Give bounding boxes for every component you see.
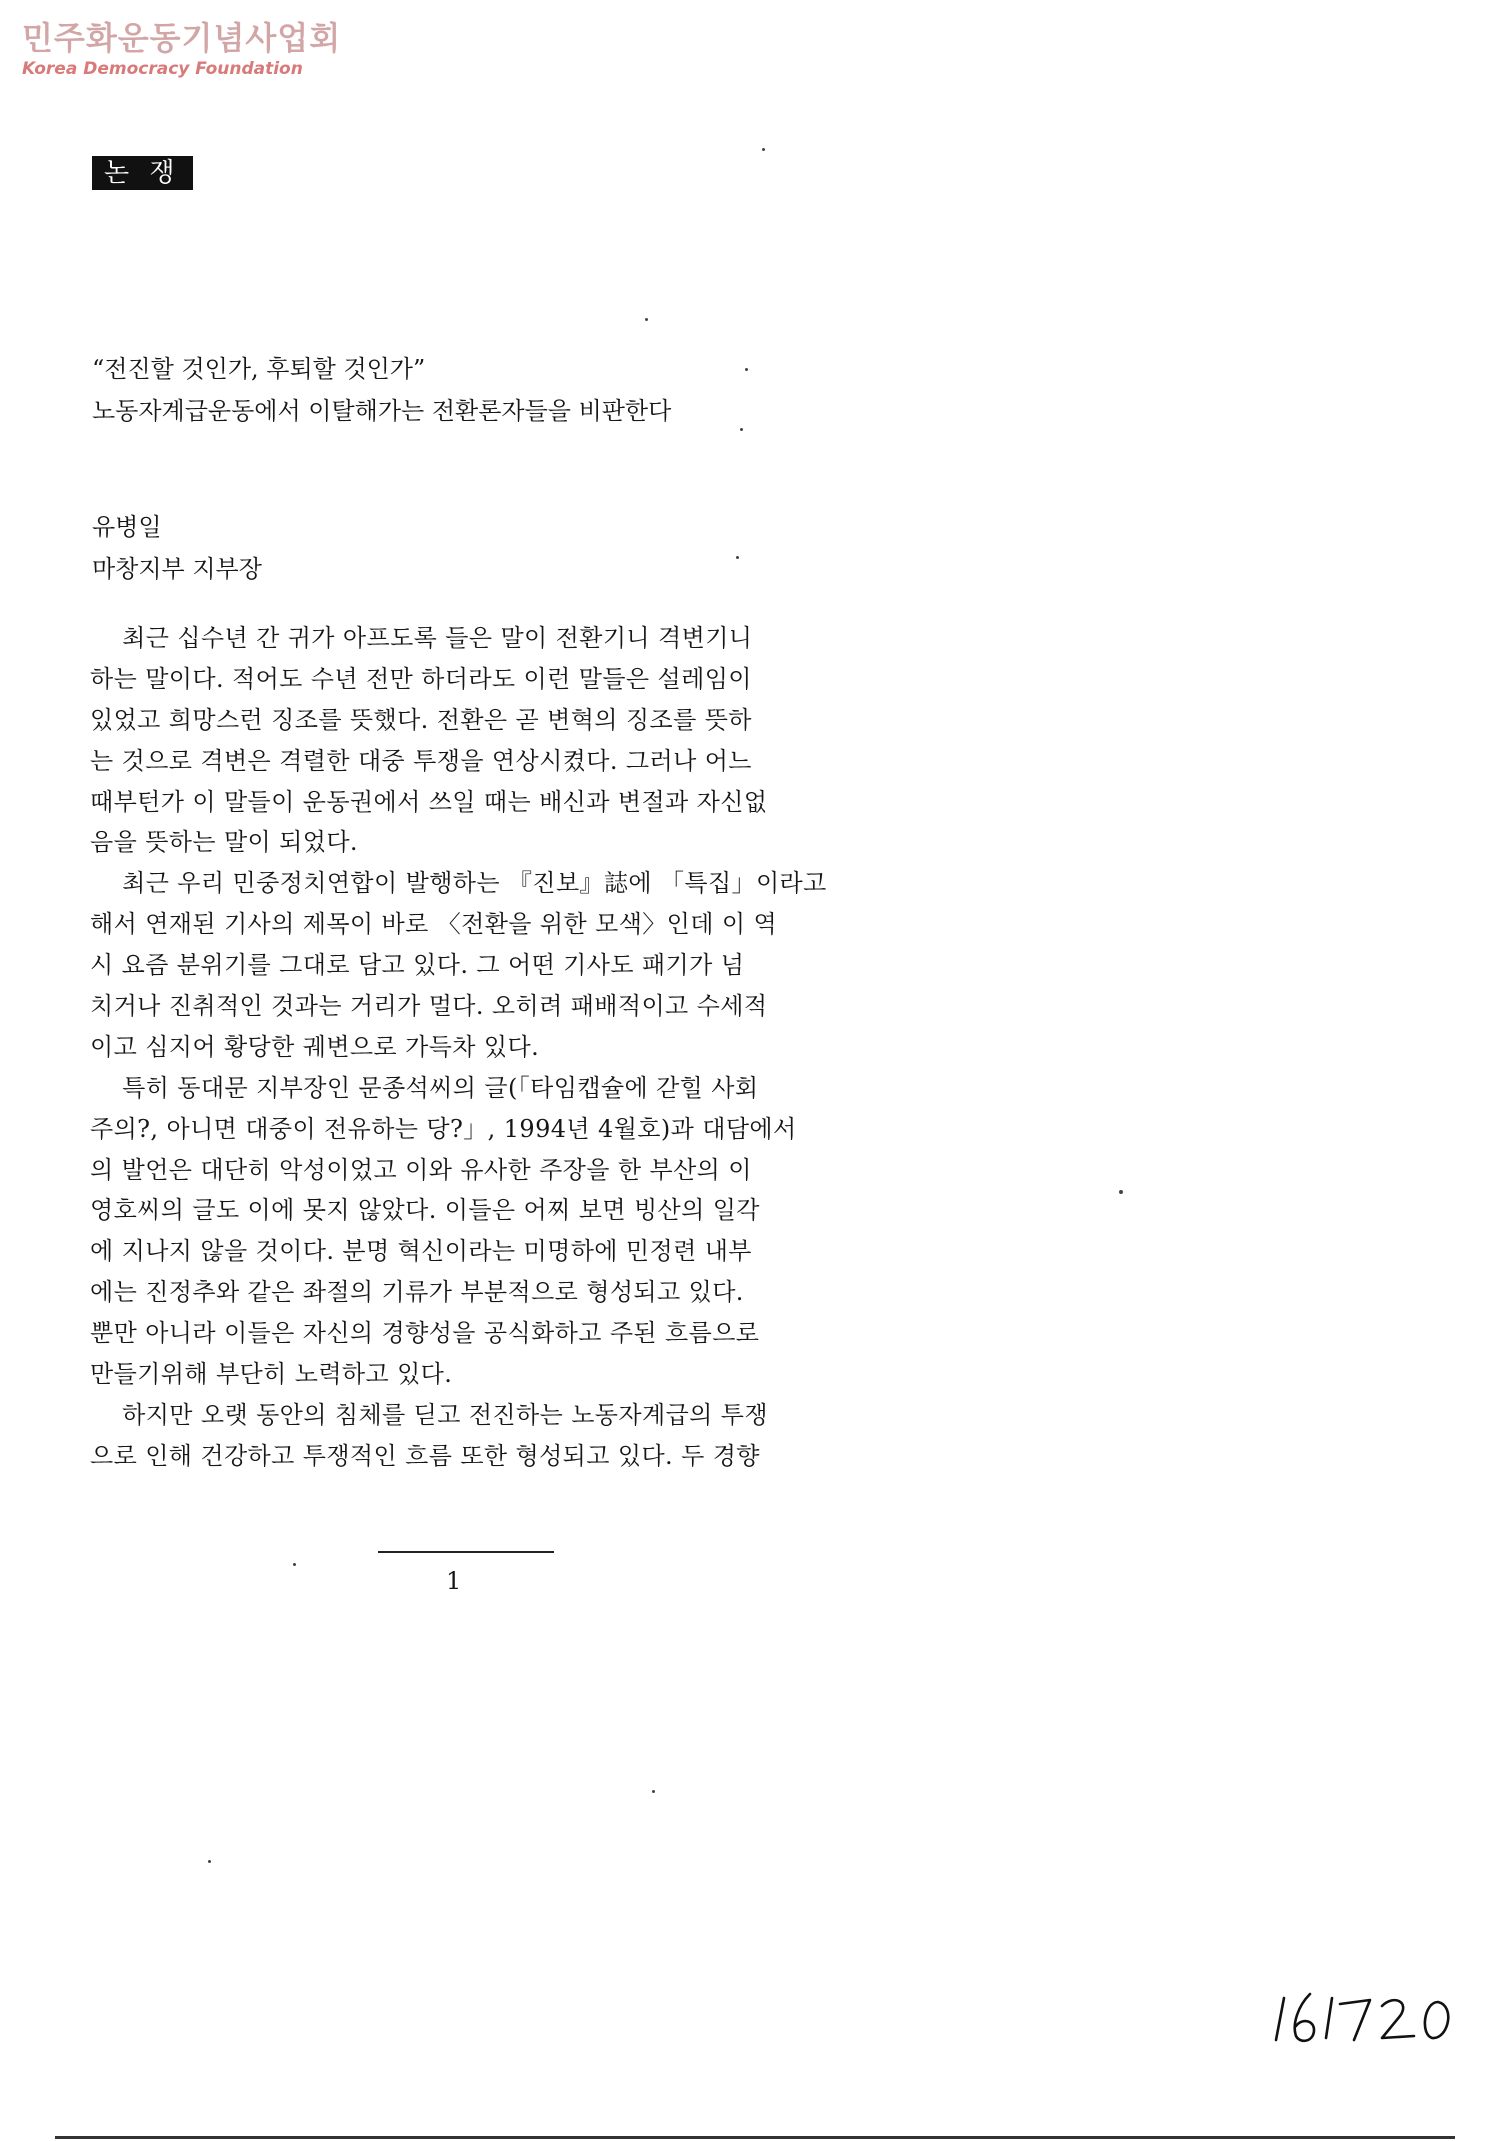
author-info: [92, 506, 262, 590]
scan-speck: [1119, 1190, 1123, 1194]
title-line-2: 노동자계급운동에서 이탈해가는 전환론자들을 비판한다: [92, 397, 672, 425]
scan-speck: [740, 428, 743, 431]
body-line: 영호씨의 글도 이에 못지 않았다. 이들은 어찌 보면 빙산의 일각: [90, 1196, 760, 1225]
body-line: 에는 진정추와 같은 좌절의 기류가 부분적으로 형성되고 있다.: [90, 1278, 744, 1307]
article-body: [90, 618, 846, 1477]
body-line: 는 것으로 격변은 격렬한 대중 투쟁을 연상시켰다. 그러나 어느: [90, 746, 752, 775]
watermark-korean: 민주화운동기념사업회: [22, 19, 342, 57]
author-name: 유병일: [92, 513, 162, 541]
body-line: 치거나 진취적인 것과는 거리가 멀다. 오히려 패배적이고 수세적: [90, 992, 768, 1021]
section-tag: 논 쟁: [92, 156, 193, 190]
body-line: 특히 동대문 지부장인 문종석씨의 글(「타임캡슐에 갇힐 사회: [90, 1073, 759, 1102]
watermark-logo: [22, 18, 341, 80]
bottom-border: [55, 2136, 1455, 2139]
body-line: 의 발언은 대단히 악성이었고 이와 유사한 주장을 한 부산의 이: [90, 1155, 752, 1184]
body-line: 이고 심지어 황당한 궤변으로 가득차 있다.: [90, 1032, 540, 1061]
body-line: 주의?, 아니면 대중이 전유하는 당?」, 1994년 4월호)과 대담에서: [90, 1114, 797, 1143]
watermark-english: Korea Democracy Foundation: [22, 59, 303, 79]
body-line: 있었고 희망스런 징조를 뜻했다. 전환은 곧 변혁의 징조를 뜻하: [90, 705, 752, 734]
page-number: 1: [446, 1567, 462, 1595]
scan-speck: [645, 318, 648, 321]
body-line: 뿐만 아니라 이들은 자신의 경향성을 공식화하고 주된 흐름으로: [90, 1319, 760, 1348]
body-line: 해서 연재된 기사의 제목이 바로 〈전환을 위한 모색〉인데 이 역: [90, 910, 778, 939]
body-line: 하는 말이다. 적어도 수년 전만 하더라도 이런 말들은 설레임이: [90, 664, 752, 693]
scan-speck: [762, 148, 765, 151]
body-line: 에 지나지 않을 것이다. 분명 혁신이라는 미명하에 민정련 내부: [90, 1237, 752, 1266]
scan-speck: [208, 1860, 211, 1863]
body-line: 시 요즘 분위기를 그대로 담고 있다. 그 어떤 기사도 패기가 넘: [90, 951, 745, 980]
author-position: 마창지부 지부장: [92, 555, 262, 583]
body-line: 최근 십수년 간 귀가 아프도록 들은 말이 전환기니 격변기니: [90, 624, 753, 652]
scan-speck: [736, 556, 739, 559]
body-line: 으로 인해 건강하고 투쟁적인 흐름 또한 형성되고 있다. 두 경향: [90, 1441, 760, 1470]
title-line-1: “전진할 것인가, 후퇴할 것인가”: [92, 355, 426, 383]
scan-speck: [652, 1790, 655, 1793]
article-title: [92, 348, 671, 432]
body-line: 최근 우리 민중정치연합이 발행하는 『진보』誌에 「특집」이라고: [90, 869, 827, 898]
body-line: 하지만 오랫 동안의 침체를 딛고 전진하는 노동자계급의 투쟁: [90, 1400, 768, 1429]
body-line: 만들기위해 부단히 노력하고 있다.: [90, 1360, 453, 1389]
handwritten-number: [1270, 1980, 1470, 2050]
body-line: 때부턴가 이 말들이 운동권에서 쓰일 때는 배신과 변절과 자신없: [90, 787, 768, 816]
body-line: 음을 뜻하는 말이 되었다.: [90, 828, 358, 857]
scan-speck: [745, 368, 748, 371]
footnote-divider: [378, 1551, 554, 1553]
scan-speck: [293, 1563, 296, 1566]
